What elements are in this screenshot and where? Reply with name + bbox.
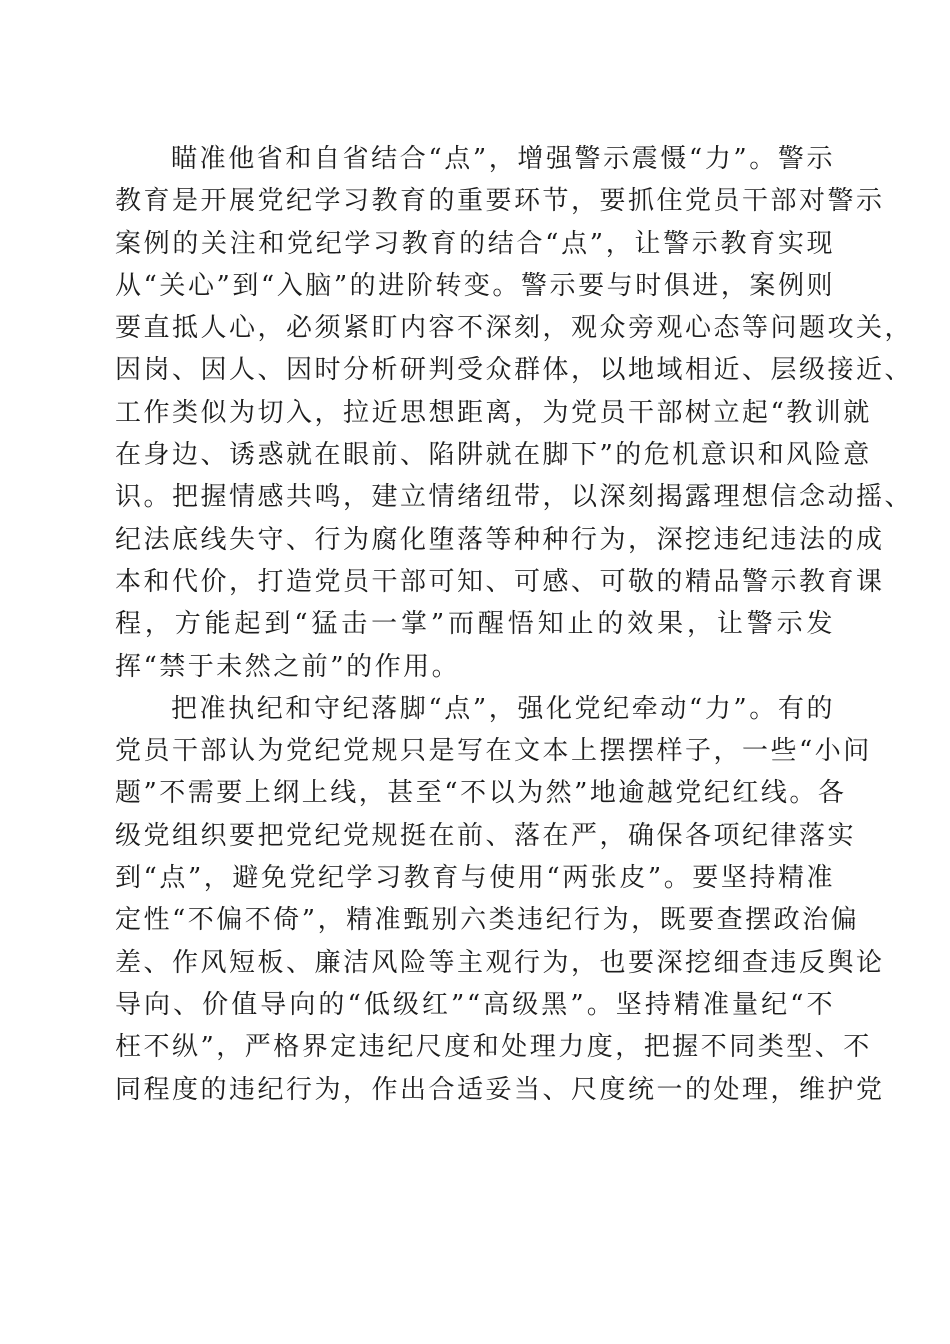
paragraph-line: 识。把握情感共鸣，建立情绪纽带，以深刻揭露理想信念动摇、: [115, 482, 914, 513]
paragraph-line: 定性“不偏不倚”，精准甄别六类违纪行为，既要查摆政治偏: [115, 905, 860, 936]
document-body: [115, 138, 914, 1111]
paragraph-line: 本和代价，打造党员干部可知、可感、可敬的精品警示教育课: [115, 566, 885, 597]
paragraph-line: 工作类似为切入，拉近思想距离，为党员干部树立起“教训就: [115, 397, 872, 428]
paragraph-line: 差、作风短板、廉洁风险等主观行为，也要深挖细查违反舆论: [115, 947, 885, 978]
paragraph-line: 导向、价值导向的“低级红”“高级黑”。坚持精准量纪“不: [115, 989, 835, 1020]
paragraph-line: 从“关心”到“入脑”的进阶转变。警示要与时俱进，案例则: [115, 270, 835, 301]
paragraph-line: 同程度的违纪行为，作出合适妥当、尺度统一的处理，维护党: [115, 1074, 885, 1105]
paragraph-line: 纪法底线失守、行为腐化堕落等种种行为，深挖违纪违法的成: [115, 524, 885, 555]
paragraph-line: 级党组织要把党纪党规挺在前、落在严，确保各项纪律落实: [115, 820, 857, 851]
paragraph-discipline-enforcement: [115, 688, 885, 1111]
paragraph-line: 教育是开展党纪学习教育的重要环节，要抓住党员干部对警示: [115, 186, 885, 217]
paragraph-line: 程，方能起到“猛击一掌”而醒悟知止的效果，让警示发: [115, 609, 835, 640]
paragraph-line: 案例的关注和党纪学习教育的结合“点”，让警示教育实现: [115, 228, 835, 259]
paragraph-warning-education: [115, 138, 914, 688]
paragraph-line: 题”不需要上纲上线，甚至“不以为然”地逾越党纪红线。各: [115, 778, 847, 809]
paragraph-line: 瞄准他省和自省结合“点”，增强警示震慑“力”。警示: [171, 144, 835, 174]
paragraph-line: 因岗、因人、因时分析研判受众群体，以地域相近、层级接近、: [115, 355, 914, 386]
paragraph-line: 把准执纪和守纪落脚“点”，强化党纪牵动“力”。有的: [171, 693, 835, 724]
paragraph-line: 枉不纵”，严格界定违纪尺度和处理力度，把握不同类型、不: [115, 1032, 872, 1063]
paragraph-line: 党员干部认为党纪党规只是写在文本上摆摆样子，一些“小问: [115, 736, 872, 767]
paragraph-line: 要直抵人心，必须紧盯内容不深刻，观众旁观心态等问题攻关，: [115, 313, 914, 344]
paragraph-line: 挥“禁于未然之前”的作用。: [115, 651, 461, 682]
paragraph-line: 在身边、诱惑就在眼前、陷阱就在脚下”的危机意识和风险意: [115, 440, 872, 471]
paragraph-line: 到“点”，避免党纪学习教育与使用“两张皮”。要坚持精准: [115, 863, 835, 894]
